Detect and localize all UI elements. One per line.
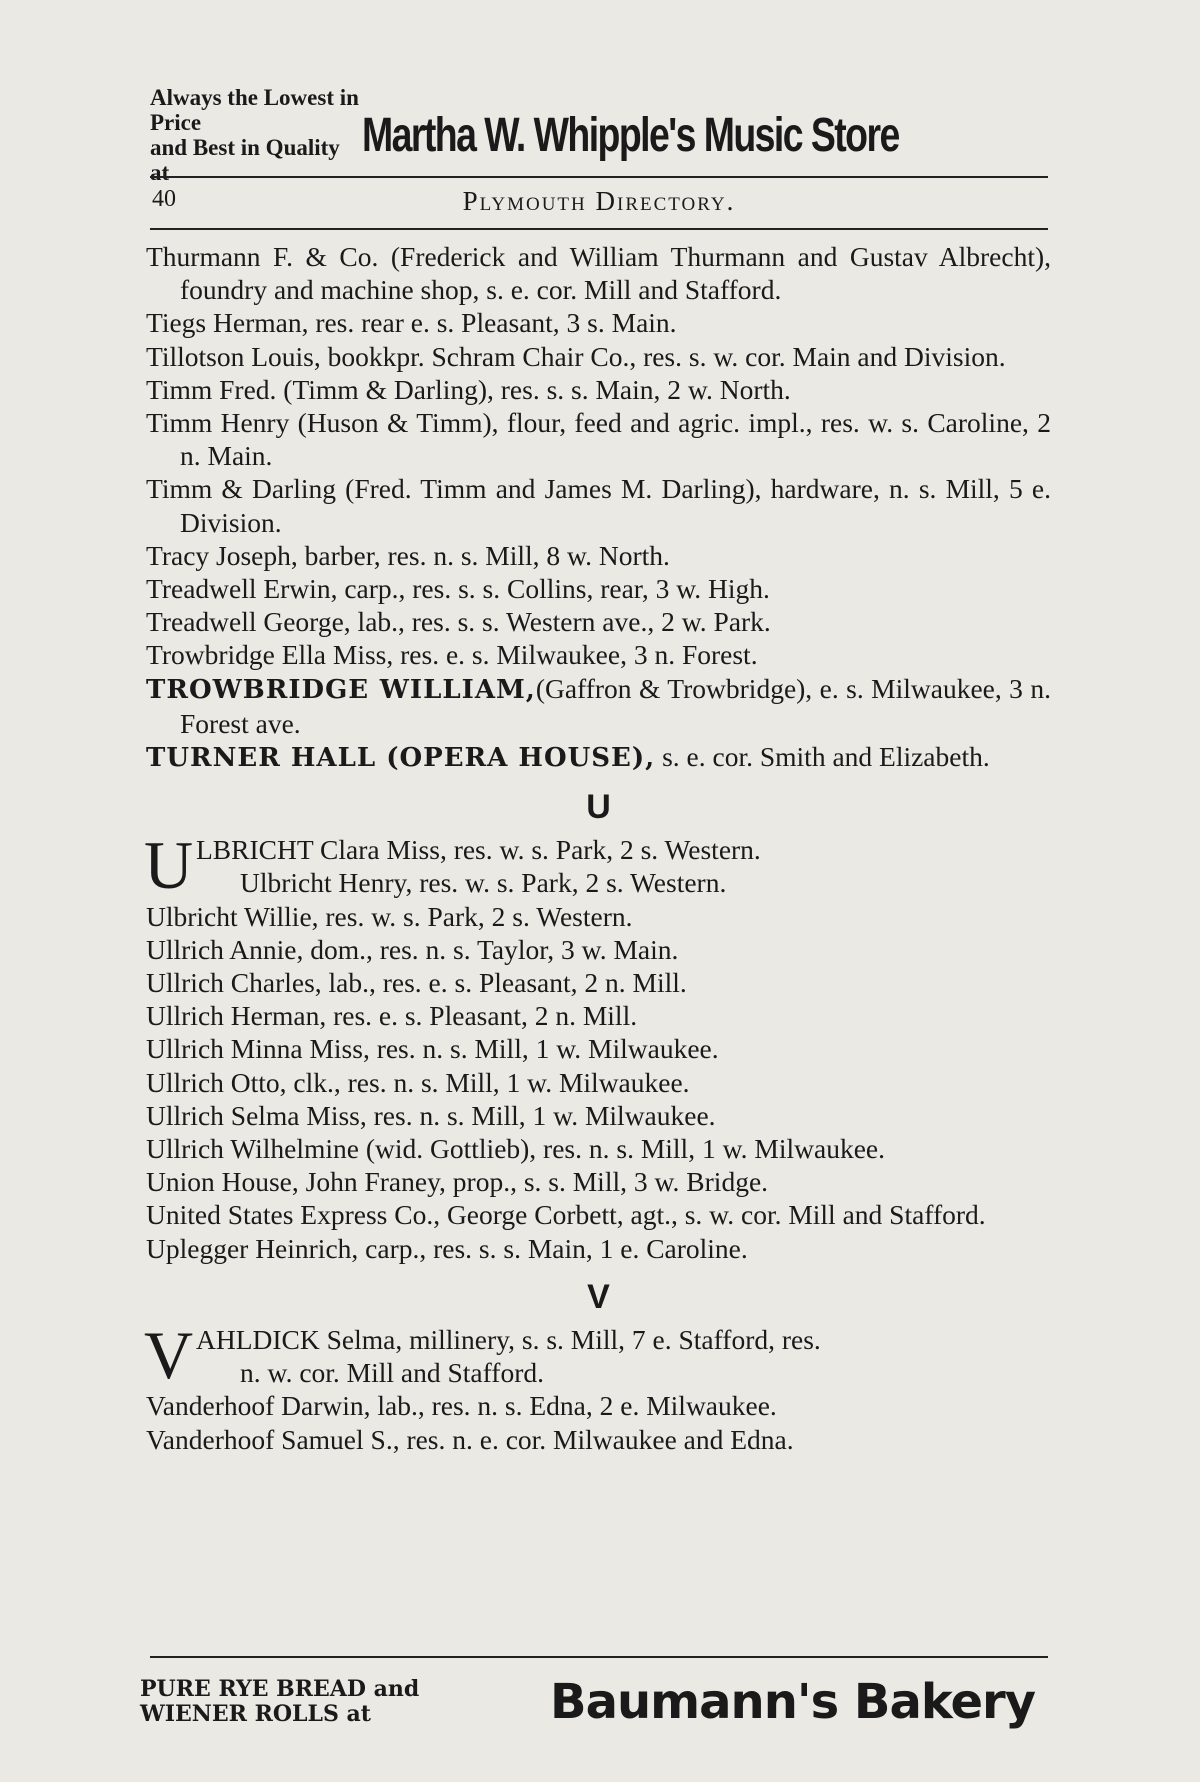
footer-rule: [150, 1656, 1048, 1658]
header-ad-tagline-line1: Always the Lowest in Price: [150, 85, 359, 135]
section-letter-v: V: [587, 1277, 610, 1316]
header-ad-tagline: [150, 85, 362, 185]
dropcap-u: U: [144, 827, 194, 904]
list-item: Ullrich Minna Miss, res. n. s. Mill, 1 w. Milwaukee.: [146, 1033, 719, 1065]
bold-entry-name: TURNER HALL (OPERA HOUSE),: [146, 743, 656, 774]
bold-entry-rest: (Gaffron & Trowbridge), e. s. Milwaukee, 3 n. Forest ave.: [180, 672, 1051, 739]
page-header: [150, 186, 1048, 220]
header-rule-bottom: [150, 228, 1048, 230]
list-item: Ullrich Herman, res. e. s. Pleasant, 2 n. Mill.: [146, 1000, 638, 1032]
list-item: Tracy Joseph, barber, res. n. s. Mill, 8 w. North.: [146, 539, 670, 571]
list-item: Ullrich Annie, dom., res. n. s. Taylor, 3 w. Main.: [146, 933, 679, 965]
list-item: Timm Fred. (Timm & Darling), res. s. s. Main, 2 w. North.: [146, 373, 791, 405]
list-item: Treadwell George, lab., res. s. s. Western ave., 2 w. Park.: [146, 606, 771, 638]
bold-entry-rest: s. e. cor. Smith and Elizabeth.: [655, 741, 990, 773]
list-item-bold: [146, 740, 1051, 775]
footer-ad-tagline-line1: PURE RYE BREAD and: [140, 1676, 420, 1702]
header-ad-store-name: Martha W. Whipple's Music Store: [361, 108, 899, 162]
dropcap-first-line: AHLDICK Selma, millinery, s. s. Mill, 7 e. Stafford, res.: [196, 1323, 821, 1355]
list-item: Timm & Darling (Fred. Timm and James M. Darling), hardware, n. s. Mill, 5 e. Division.: [146, 473, 1051, 538]
list-item-bold: [146, 672, 1051, 740]
list-item: Tillotson Louis, bookkpr. Schram Chair Co., res. s. w. cor. Main and Division.: [146, 340, 1006, 372]
dropcap-second-line: Ulbricht Henry, res. w. s. Park, 2 s. Western.: [240, 867, 727, 899]
list-item: Treadwell Erwin, carp., res. s. s. Collins, rear, 3 w. High.: [146, 573, 770, 605]
footer-ad-tagline-line2: WIENER ROLLS at: [140, 1701, 371, 1727]
dropcap-entry-u: [144, 827, 1051, 904]
header-advertisement: [150, 85, 1050, 185]
footer-ad-tagline: [140, 1677, 550, 1727]
footer-ad-bakery-name: Baumann's Bakery: [550, 1674, 1035, 1730]
list-item: Ulbricht Willie, res. w. s. Park, 2 s. Western.: [146, 900, 633, 932]
list-item: United States Express Co., George Corbett, agt., s. w. cor. Mill and Stafford.: [146, 1199, 986, 1231]
header-rule-top: [150, 176, 1048, 178]
list-item: Tiegs Herman, res. rear e. s. Pleasant, 3 s. Main.: [146, 307, 677, 339]
list-item: Trowbridge Ella Miss, res. e. s. Milwaukee, 3 n. Forest.: [146, 639, 758, 671]
list-item: Union House, John Franey, prop., s. s. Mill, 3 w. Bridge.: [146, 1166, 769, 1198]
list-item: Ullrich Wilhelmine (wid. Gottlieb), res. n. s. Mill, 1 w. Milwaukee.: [146, 1133, 885, 1165]
list-item: Vanderhoof Samuel S., res. n. e. cor. Milwaukee and Edna.: [146, 1423, 794, 1455]
list-item: Vanderhoof Darwin, lab., res. n. s. Edna, 2 e. Milwaukee.: [146, 1390, 777, 1422]
dropcap-first-line: LBRICHT Clara Miss, res. w. s. Park, 2 s. Western.: [196, 834, 761, 866]
list-item: Timm Henry (Huson & Timm), flour, feed and agric. impl., res. w. s. Caroline, 2 n. Main.: [146, 407, 1051, 472]
directory-listing: [146, 240, 1051, 1456]
dropcap-entry-v: [144, 1316, 1051, 1393]
section-letter-u: U: [586, 788, 611, 827]
bold-entry-name: TROWBRIDGE WILLIAM,: [146, 674, 536, 705]
dropcap-second-line: n. w. cor. Mill and Stafford.: [240, 1357, 544, 1389]
list-item: Ullrich Selma Miss, res. n. s. Mill, 1 w. Milwaukee.: [146, 1099, 716, 1131]
page-title: Plymouth Directory.: [462, 186, 736, 216]
header-ad-tagline-line2: and Best in Quality at: [150, 135, 340, 185]
list-item: Thurmann F. & Co. (Frederick and William Thurmann and Gustav Albrecht), foundry and machine shop, s. e. cor. Mill and Stafford.: [146, 241, 1051, 306]
footer-advertisement: [140, 1662, 1050, 1742]
page-number: 40: [152, 186, 176, 212]
list-item: Ullrich Otto, clk., res. n. s. Mill, 1 w. Milwaukee.: [146, 1066, 690, 1098]
list-item: Ullrich Charles, lab., res. e. s. Pleasant, 2 n. Mill.: [146, 967, 687, 999]
list-item: Uplegger Heinrich, carp., res. s. s. Main, 1 e. Caroline.: [146, 1232, 748, 1264]
dropcap-v: V: [144, 1316, 194, 1393]
